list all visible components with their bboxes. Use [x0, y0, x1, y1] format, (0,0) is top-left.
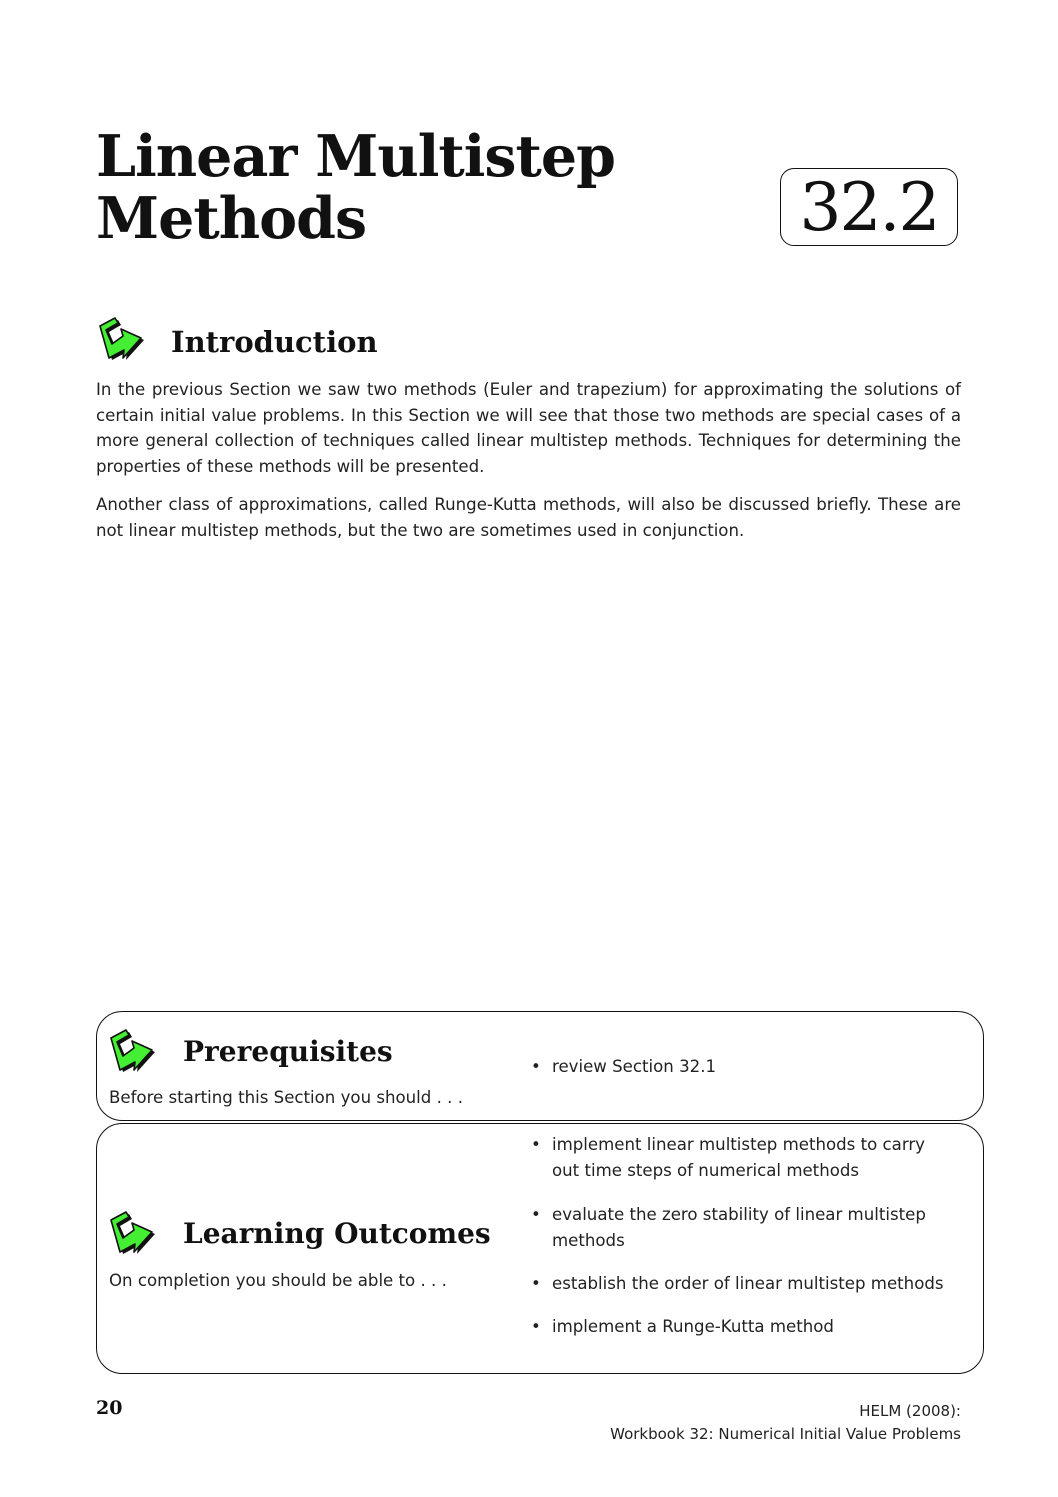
- introduction-paragraph-1: In the previous Section we saw two methods (Euler and trapezium) for approximating the solutions of certain initial value problems. In this Section we will see that those two methods are special cases of a more general collection of techniques called linear multistep methods. Techniques for determining the properties of these methods will be presented.: [96, 380, 961, 476]
- learning-outcomes-heading: Learning Outcomes: [183, 1217, 491, 1250]
- list-item: [531, 1202, 951, 1254]
- page-title: [96, 123, 615, 252]
- bullet-icon: •: [531, 1317, 541, 1336]
- list-item-text: implement linear multistep methods to carry out time steps of numerical methods: [552, 1135, 925, 1180]
- page-number: 20: [96, 1397, 123, 1419]
- footer-publisher: HELM (2008):: [859, 1402, 961, 1420]
- learning-outcomes-list: [531, 1132, 951, 1340]
- list-item: [531, 1314, 951, 1340]
- prerequisites-list: [531, 1054, 951, 1080]
- helm-arrow-icon: [107, 1028, 165, 1078]
- bullet-icon: •: [531, 1057, 541, 1076]
- list-item-text: implement a Runge-Kutta method: [552, 1317, 834, 1336]
- list-item: [531, 1132, 951, 1184]
- list-item-text: review Section 32.1: [552, 1057, 717, 1076]
- learning-outcomes-box: [96, 1123, 984, 1374]
- list-item-text: establish the order of linear multistep methods: [552, 1274, 944, 1293]
- introduction-heading: Introduction: [171, 325, 378, 359]
- prerequisites-box: [96, 1011, 984, 1121]
- prerequisites-heading: Prerequisites: [183, 1035, 393, 1068]
- footer-citation: [610, 1400, 961, 1446]
- introduction-paragraph-2: Another class of approximations, called Runge-Kutta methods, will also be discussed briefly. These are not linear multistep methods, but the two are sometimes used in conjunction.: [96, 495, 961, 540]
- helm-arrow-icon: [96, 316, 154, 366]
- footer-workbook: Workbook 32: Numerical Initial Value Problems: [610, 1425, 961, 1443]
- learning-outcomes-subtitle: On completion you should be able to . . .: [109, 1271, 447, 1290]
- list-item: [531, 1054, 951, 1080]
- list-item-text: evaluate the zero stability of linear multistep methods: [552, 1205, 926, 1250]
- section-number-badge: 32.2: [780, 168, 958, 246]
- bullet-icon: •: [531, 1205, 541, 1224]
- prerequisites-subtitle: Before starting this Section you should . . .: [109, 1088, 463, 1107]
- bullet-icon: •: [531, 1135, 541, 1154]
- bullet-icon: •: [531, 1274, 541, 1293]
- list-item: [531, 1271, 951, 1297]
- helm-arrow-icon: [107, 1210, 165, 1260]
- page-title-line-2: Methods: [96, 185, 367, 252]
- page-title-line-1: Linear Multistep: [96, 123, 615, 190]
